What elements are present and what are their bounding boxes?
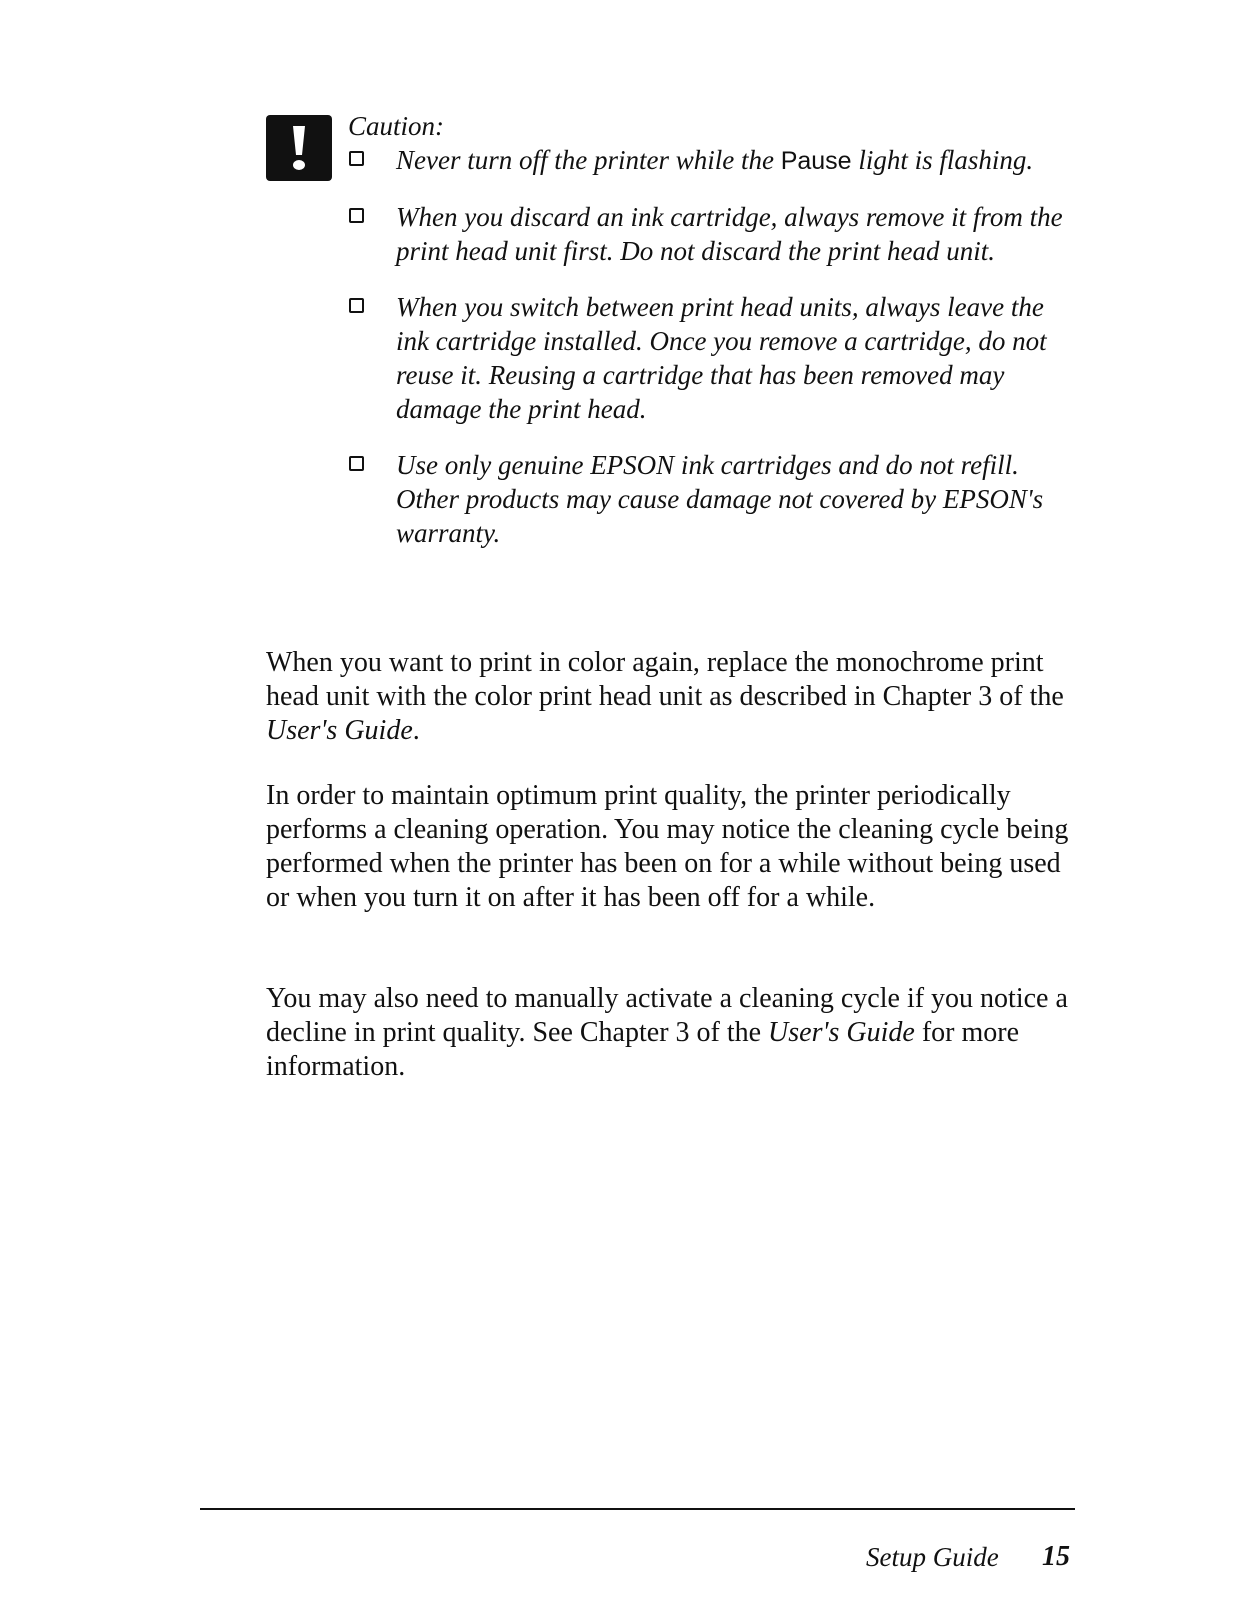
caution-list [348,143,1068,572]
caution-item [348,143,1068,178]
checkbox-bullet-icon [349,456,364,471]
caution-item-text: When you discard an ink cartridge, always remove it from the print head unit first. Do not discard the print head unit. [396,202,1063,266]
page-number: 15 [1042,1541,1070,1572]
caution-item-text-after: light is flashing. [851,145,1034,175]
users-guide-reference: User's Guide [768,1017,915,1048]
caution-item-text: When you switch between print head units, always leave the ink cartridge installed. Once you remove a cartridge, do not reuse it. Reusing a cartridge that has been removed may damage the print head. [396,292,1047,424]
caution-item [348,290,1068,426]
caution-item-text-before: Never turn off the printer while the [396,145,781,175]
checkbox-bullet-icon [349,151,364,166]
checkbox-bullet-icon [349,298,364,313]
caution-item-text: Use only genuine EPSON ink cartridges and do not refill. Other products may cause damage not covered by EPSON's warranty. [396,450,1044,548]
paragraph-text-after: for more information. [266,1017,1019,1082]
paragraph-cleaning-operation: In order to maintain optimum print quality, the printer periodically performs a cleaning operation. You may notice the cleaning cycle being performed when the printer has been on for a while without being used or when you turn it on after it has been off for a while. [266,780,1069,913]
paragraph-text-before: You may also need to manually activate a cleaning cycle if you notice a decline in print quality. See Chapter 3 of the [266,983,1068,1048]
pause-label: Pause [780,147,852,175]
footer-divider [200,1508,1075,1510]
paragraph-text-after: . [412,715,420,746]
paragraph-text-before: When you want to print in color again, replace the monochrome print head unit with the color print head unit as described in Chapter 3 of the [266,647,1064,712]
caution-item [348,200,1068,268]
paragraph-print-color [266,646,1076,748]
paragraph-manual-cleaning [266,982,1076,1084]
users-guide-reference: User's Guide [266,715,413,746]
caution-heading: Caution: [348,111,445,141]
caution-item [348,448,1068,550]
footer-title: Setup Guide [866,1542,999,1572]
checkbox-bullet-icon [349,208,364,223]
exclamation-icon [266,115,332,181]
